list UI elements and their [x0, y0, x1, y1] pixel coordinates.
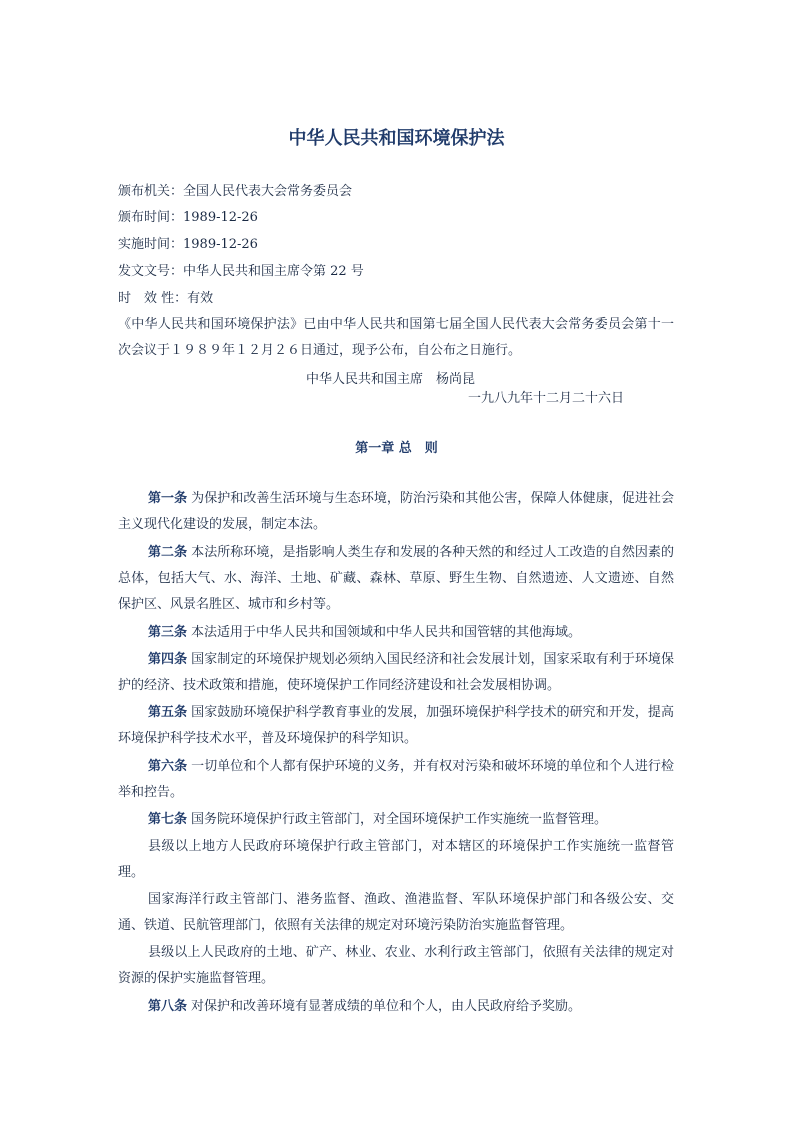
meta-effective-date: 实施时间：1989-12-26: [118, 237, 258, 252]
article-text: 本法所称环境，是指影响人类生存和发展的各种天然的和经过人工改造的自然因素的总体，包括大气、水、海洋、土地、矿藏、森林、草原、野生生物、自然遗迹、人文遗迹、自然保护区、风景名胜区、城市和乡村等。: [118, 545, 674, 612]
article-label: 第一条: [148, 491, 188, 506]
article-2: [118, 540, 674, 618]
article-text: 一切单位和个人都有保护环境的义务，并有权对污染和破坏环境的单位和个人进行检举和控告。: [118, 759, 674, 800]
article-1: [118, 486, 674, 538]
article-5: [118, 700, 674, 752]
meta-doc-number: 发文文号：中华人民共和国主席令第 22 号: [118, 264, 364, 279]
article-3: [118, 620, 674, 646]
article-label: 第三条: [148, 625, 188, 640]
article-label: 第八条: [148, 999, 188, 1014]
page-title: 中华人民共和国环境保护法: [288, 128, 505, 149]
article-text: 国家鼓励环境保护科学教育事业的发展，加强环境保护科学技术的研究和开发，提高环境保护科学技术水平，普及环境保护的科学知识。: [118, 705, 674, 746]
meta-issued-date: 颁布时间：1989-12-26: [118, 210, 258, 225]
signature-name: 中华人民共和国主席 杨尚昆: [306, 372, 476, 387]
article-7-para-4: 县级以上人民政府的土地、矿产、林业、农业、水利行政主管部门，依照有关法律的规定对资源的保护实施监督管理。: [118, 945, 674, 986]
article-8: [118, 994, 674, 1020]
meta-validity: 时 效 性：有效: [118, 291, 214, 306]
article-4: [118, 647, 674, 699]
article-label: 第五条: [148, 705, 188, 720]
article-7-para-3: 国家海洋行政主管部门、港务监督、渔政、渔港监督、军队环境保护部门和各级公安、交通、铁道、民航管理部门，依照有关法律的规定对环境污染防治实施监督管理。: [118, 892, 674, 933]
article-6: [118, 754, 674, 806]
article-text: 对保护和改善环境有显著成绩的单位和个人，由人民政府给予奖励。: [191, 999, 582, 1014]
article-label: 第四条: [148, 652, 188, 667]
meta-issuer: 颁布机关：全国人民代表大会常务委员会: [118, 184, 353, 199]
article-7: [118, 807, 674, 833]
article-text: 为保护和改善生活环境与生态环境，防治污染和其他公害，保障人体健康，促进社会主义现代化建设的发展，制定本法。: [118, 491, 674, 532]
article-label: 第六条: [148, 759, 188, 774]
chapter-heading: 第一章 总 则: [355, 441, 438, 456]
intro-paragraph: 《中华人民共和国环境保护法》已由中华人民共和国第七届全国人民代表大会常务委员会第十一次会议于１９８９年１２月２６日通过，现予公布，自公布之日施行。: [118, 317, 674, 358]
article-7-para-2: 县级以上地方人民政府环境保护行政主管部门，对本辖区的环境保护工作实施统一监督管理。: [118, 839, 674, 880]
article-label: 第七条: [148, 812, 188, 827]
article-label: 第二条: [148, 545, 188, 560]
article-text: 国家制定的环境保护规划必须纳入国民经济和社会发展计划，国家采取有利于环境保护的经济、技术政策和措施，使环境保护工作同经济建设和社会发展相协调。: [118, 652, 674, 693]
signature-date: 一九八九年十二月二十六日: [468, 391, 625, 406]
article-text: 本法适用于中华人民共和国领域和中华人民共和国管辖的其他海域。: [191, 625, 582, 640]
article-text: 国务院环境保护行政主管部门，对全国环境保护工作实施统一监督管理。: [191, 812, 608, 827]
